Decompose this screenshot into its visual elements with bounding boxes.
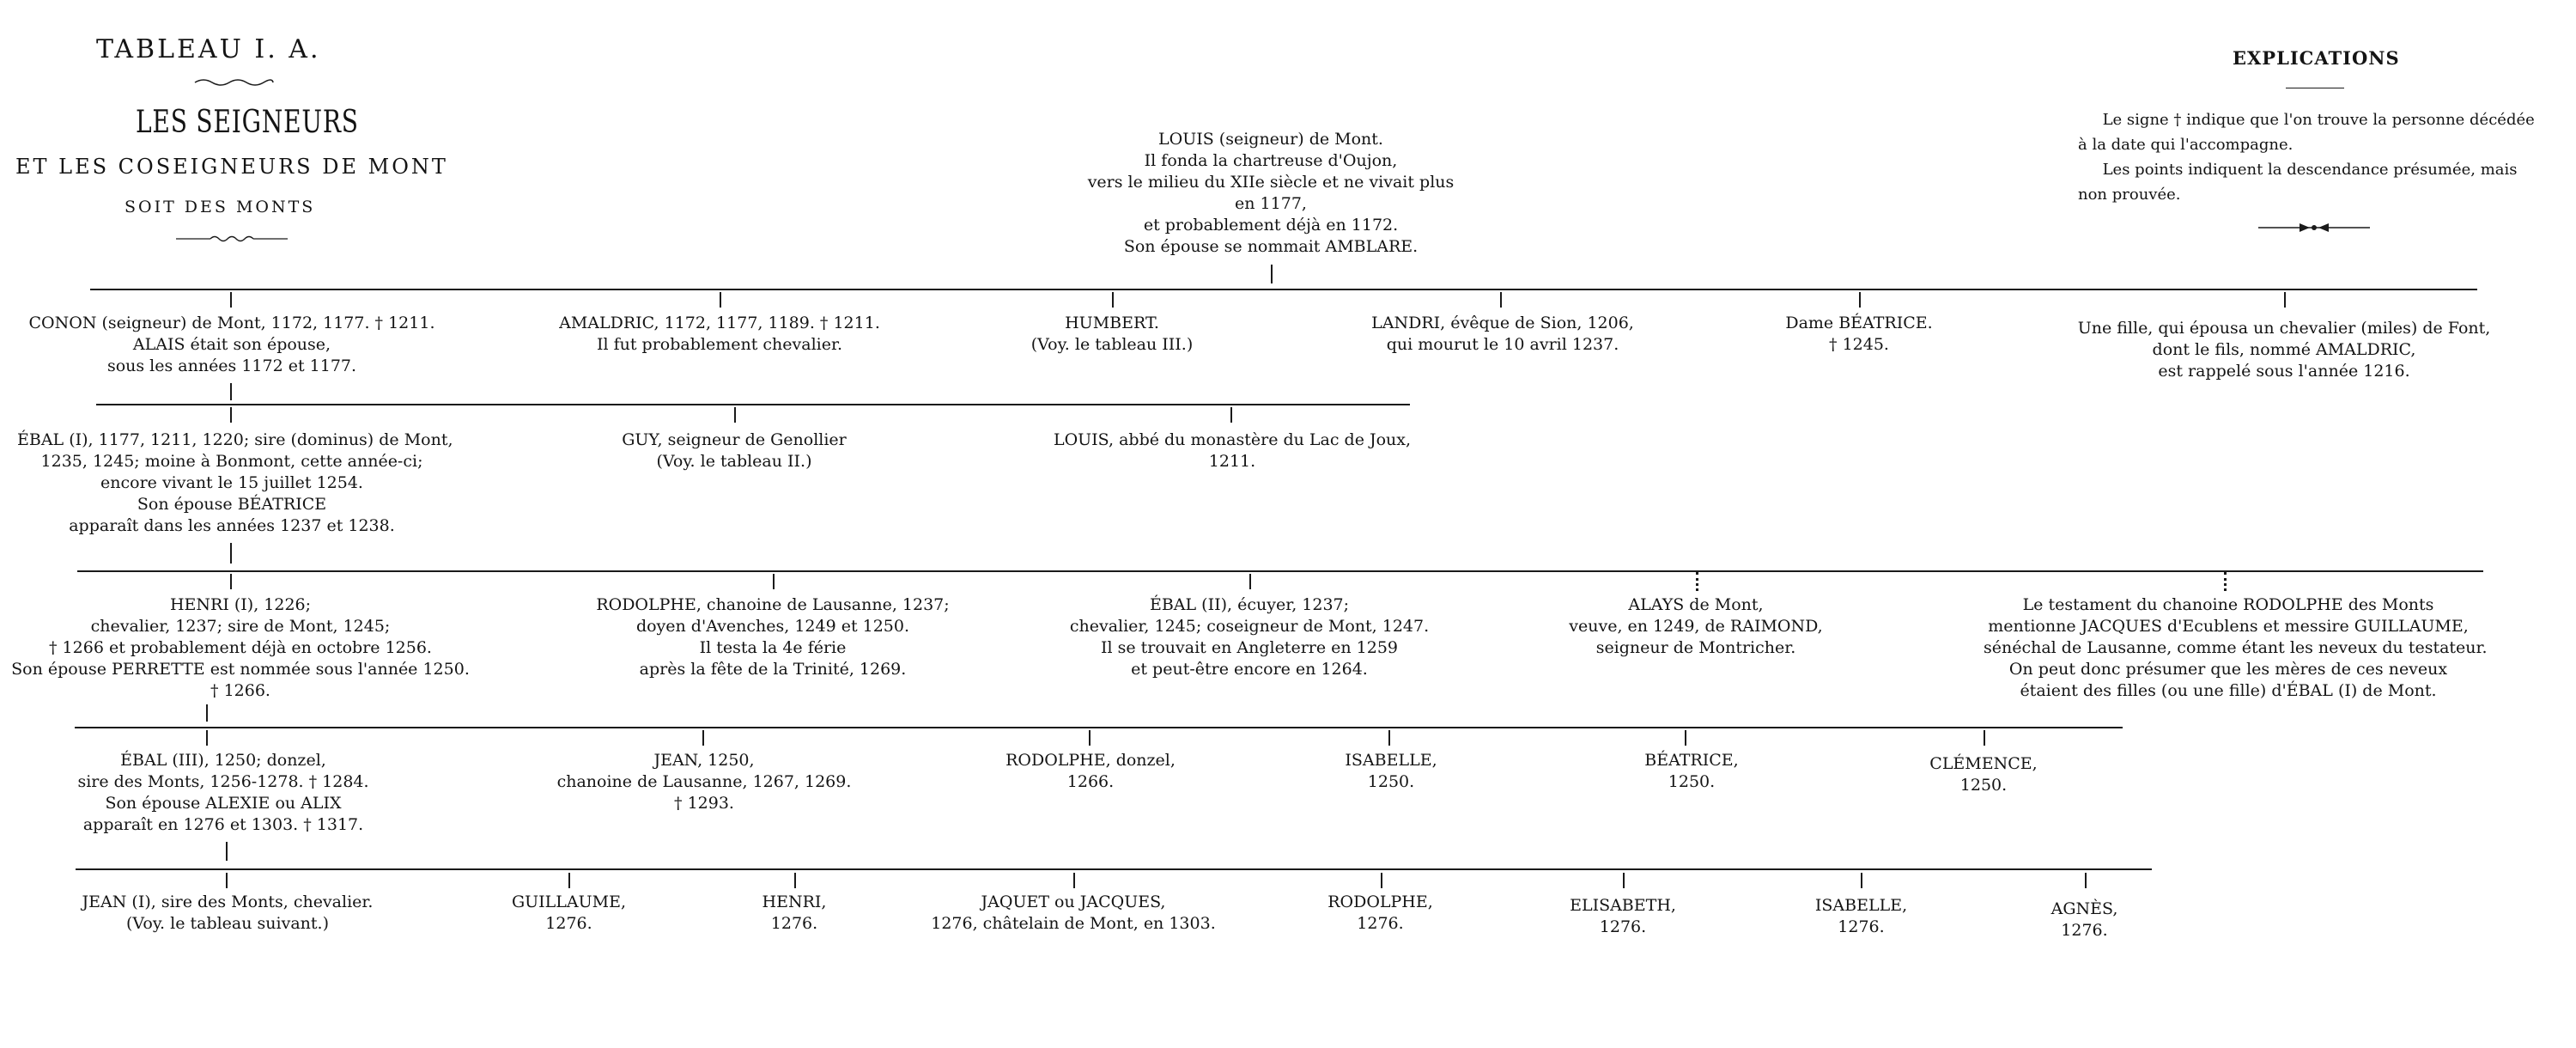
person-conon: CONON (seigneur) de Mont, 1172, 1177. † 1211. ALAIS était son épouse, sous les années 1172 et 1177.	[28, 314, 435, 375]
person-guillaume: GUILLAUME, 1276.	[511, 893, 627, 933]
person-jean-1: JEAN (I), sire des Monts, chevalier. (Voy. le tableau suivant.)	[82, 893, 374, 933]
connector	[226, 842, 228, 861]
person-une-fille: Une fille, qui épousa un chevalier (miles) de Font, dont le fils, nommé AMALDRIC, est rappelé sous l'année 1216.	[2077, 319, 2491, 381]
person-humbert: HUMBERT. (Voy. le tableau III.)	[1030, 314, 1194, 354]
connector	[1249, 574, 1251, 589]
person-amaldric: AMALDRIC, 1172, 1177, 1189. † 1211. Il fut probablement chevalier.	[559, 314, 880, 354]
person-ebal-1: ÉBAL (I), 1177, 1211, 1220; sire (dominus) de Mont, 1235, 1245; moine à Bonmont, cette année-ci; encore vivant le 15 juillet 1254. Son épouse BÉATRICE apparaît dans les années 1237 et 1238.	[17, 430, 453, 535]
header-ornament-2	[176, 234, 288, 244]
person-elisabeth: ELISABETH, 1276.	[1570, 896, 1676, 936]
generation-2-line	[96, 404, 1410, 405]
connector	[1089, 730, 1091, 746]
connector	[2085, 873, 2087, 888]
connector	[794, 873, 796, 888]
connector	[702, 730, 704, 746]
person-louis-abbe: LOUIS, abbé du monastère du Lac de Joux, 1211.	[1053, 430, 1412, 471]
connector	[206, 730, 208, 746]
person-henri: HENRI, 1276.	[762, 893, 827, 933]
explanations-ornament	[2258, 222, 2370, 234]
connector	[773, 574, 775, 589]
person-landri: LANDRI, évêque de Sion, 1206, qui mourut le 10 avril 1237.	[1371, 314, 1634, 354]
connector	[720, 292, 721, 308]
connector	[568, 873, 570, 888]
connector	[1685, 730, 1686, 746]
generation-1-line	[90, 289, 2477, 290]
connector	[1984, 730, 1985, 746]
connector	[230, 407, 232, 423]
person-jean-chanoine: JEAN, 1250, chanoine de Lausanne, 1267, 1269. † 1293.	[556, 751, 852, 813]
connector-root	[1271, 265, 1273, 283]
explanations-text: Le signe † indique que l'on trouve la personne décédée à la date qui l'accompagne. Les points indiquent la descendance présumée, mais non prouvée.	[2078, 111, 2535, 204]
page-subtitle: ET LES COSEIGNEURS DE MONT	[15, 155, 448, 179]
connector	[1073, 873, 1075, 888]
page-subtitle-2: SOIT DES MONTS	[125, 198, 316, 216]
person-ebal-3: ÉBAL (III), 1250; donzel, sire des Monts, 1256-1278. † 1284. Son épouse ALEXIE ou ALIX apparaît en 1276 et 1303. † 1317.	[77, 751, 369, 834]
connector	[1500, 292, 1502, 308]
person-beatrice-1250: BÉATRICE, 1250.	[1644, 751, 1739, 791]
tableau-number: TABLEAU I. A.	[96, 34, 321, 64]
connector	[1381, 873, 1382, 888]
connector	[1388, 730, 1390, 746]
connector	[230, 383, 232, 400]
person-ebal-2: ÉBAL (II), écuyer, 1237; chevalier, 1245; coseigneur de Mont, 1247. Il se trouvait en Angleterre en 1259 et peut-être encore en 1264.	[1069, 595, 1430, 679]
page-title: LES SEIGNEURS	[136, 105, 359, 140]
connector	[2284, 292, 2286, 308]
explanations-title: EXPLICATIONS	[2233, 47, 2400, 69]
person-beatrice-dame: Dame BÉATRICE. † 1245.	[1785, 314, 1933, 354]
generation-3-line	[77, 570, 2483, 572]
connector	[1112, 292, 1114, 308]
person-louis-root: LOUIS (seigneur) de Mont. Il fonda la chartreuse d'Oujon, vers le milieu du XIIe siècle et ne vivait plus en 1177, et probablement déjà en 1172. Son épouse se nommait AMBLARE.	[1087, 130, 1455, 256]
generation-4-line	[75, 727, 2123, 728]
connector	[230, 543, 232, 564]
connector	[230, 574, 232, 589]
person-alays: ALAYS de Mont, veuve, en 1249, de RAIMOND, seigneur de Montricher.	[1569, 595, 1823, 657]
connector	[1859, 292, 1861, 308]
connector	[1623, 873, 1625, 888]
person-guy: GUY, seigneur de Genollier (Voy. le tableau II.)	[622, 430, 847, 471]
connector	[1861, 873, 1862, 888]
person-isabelle-1276: ISABELLE, 1276.	[1814, 896, 1908, 936]
person-isabelle-1250: ISABELLE, 1250.	[1345, 751, 1437, 791]
presumed-connector	[2224, 572, 2227, 591]
connector	[230, 292, 232, 308]
connector	[734, 407, 736, 423]
person-rodolphe-donzel: RODOLPHE, donzel, 1266.	[1005, 751, 1176, 791]
generation-5-line	[76, 868, 2152, 870]
person-rodolphe-1276: RODOLPHE, 1276.	[1327, 893, 1433, 933]
note-testament-rodolphe: Le testament du chanoine RODOLPHE des Monts mentionne JACQUES d'Ecublens et messire GUILLAUME, sénéchal de Lausanne, comme étant les neveux du testateur. On peut donc présumer que les mères de ces neveux étaient des filles (ou une fille) d'ÉBAL (I) de Mont.	[1984, 595, 2488, 700]
person-henri-1: HENRI (I), 1226; chevalier, 1237; sire de Mont, 1245; † 1266 et probablement déjà en octobre 1256. Son épouse PERRETTE est nommée sous l'année 1250. † 1266.	[11, 595, 470, 700]
connector	[206, 704, 208, 722]
connector	[226, 873, 228, 888]
header-ornament	[193, 77, 275, 88]
person-clemence: CLÉMENCE, 1250.	[1929, 754, 2038, 795]
presumed-connector	[1696, 572, 1698, 591]
person-jaquet: JAQUET ou JACQUES, 1276, châtelain de Mont, en 1303.	[931, 893, 1216, 933]
connector	[1230, 407, 1232, 423]
person-agnes: AGNÈS, 1276.	[2050, 899, 2118, 940]
person-rodolphe-chanoine: RODOLPHE, chanoine de Lausanne, 1237; doyen d'Avenches, 1249 et 1250. Il testa la 4e férie après la fête de la Trinité, 1269.	[596, 595, 950, 679]
